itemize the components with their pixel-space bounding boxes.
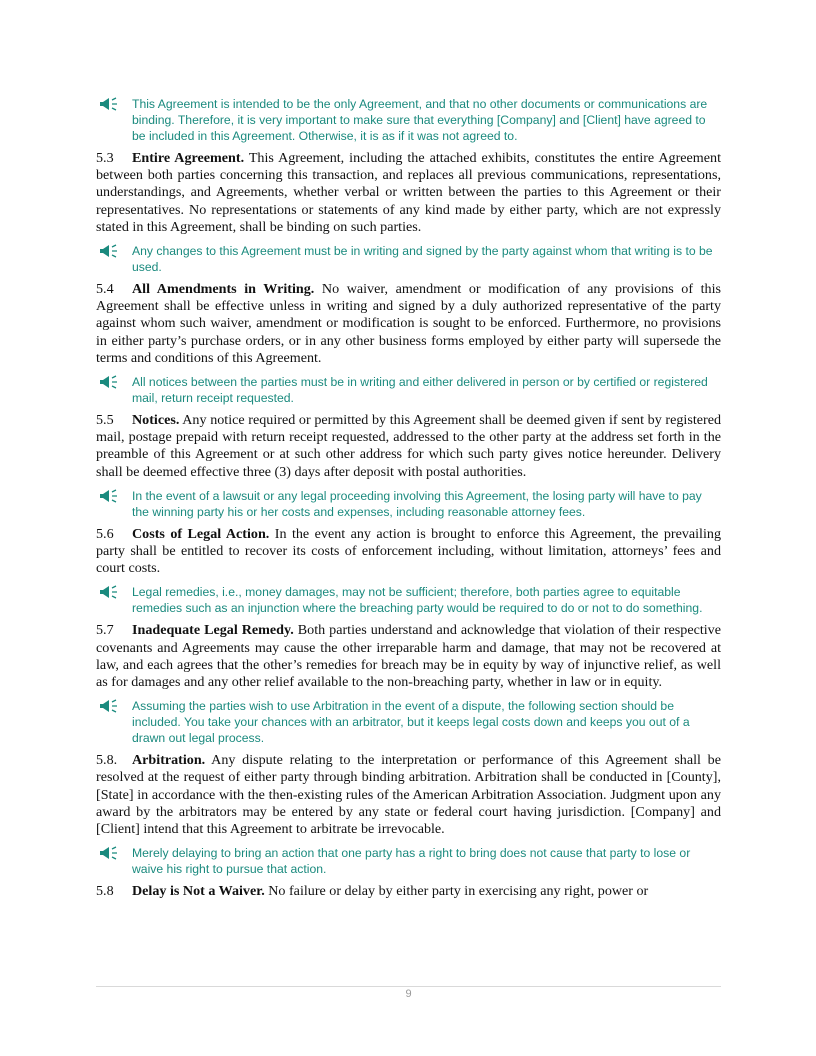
clause-5-4 [96, 281, 721, 367]
megaphone-icon [98, 97, 120, 111]
clause-number: 5.8 [96, 883, 114, 900]
clause-5-5 [96, 412, 721, 481]
clause-text: Any dispute relating to the interpretation or performance of this Agreement shall be resolved at the request of either party through binding arbitration. Arbitration shall be conducted in [County], [State] in accordance with the then-existing rules of the American Arbitration Association. Judgment upon any award by the arbitrators may be entered by any state or federal court having jurisdiction. [Company] and [Client] intend that this Agreement to arbitrate be irrevocable. [96, 752, 721, 838]
clause-5-8-arbitration [96, 752, 721, 838]
annotation-note [96, 96, 721, 144]
clause-heading: Delay is Not a Waiver. [132, 883, 265, 900]
clause-heading: Arbitration. [132, 752, 206, 769]
annotation-text: Any changes to this Agreement must be in writing and signed by the party against whom that writing is to be used. [132, 244, 713, 275]
clause-5-8-delay [96, 883, 721, 900]
annotation-note [96, 243, 721, 275]
clause-5-3 [96, 150, 721, 236]
annotation-text: Merely delaying to bring an action that one party has a right to bring does not cause that party to lose or waive his right to pursue that action. [132, 846, 691, 877]
clause-number: 5.8. [96, 752, 118, 769]
clause-number: 5.6 [96, 525, 114, 542]
clause-heading: Costs of Legal Action. [132, 525, 270, 542]
annotation-text: In the event of a lawsuit or any legal proceeding involving this Agreement, the losing party will have to pay the winning party his or her costs and expenses, including reasonable attorney fees. [132, 488, 702, 519]
clause-number: 5.7 [96, 622, 114, 639]
megaphone-icon [98, 846, 120, 860]
clause-heading: Entire Agreement. [132, 150, 245, 166]
clause-text: No failure or delay by either party in exercising any right, power or [264, 883, 649, 900]
annotation-text: Assuming the parties wish to use Arbitration in the event of a dispute, the following section should be included. You take your chances with an arbitrator, but it keeps legal costs down and keeps you out of a drawn out legal process. [132, 699, 690, 746]
clause-text: Any notice required or permitted by this Agreement shall be deemed given if sent by registered mail, postage prepaid with return receipt requested, addressed to the other party at the address set forth in the preamble of this Agreement or at such other address for which such party gives notice hereunder. Delivery shall be deemed effective three (3) days after deposit with postal authorities. [96, 412, 721, 480]
clause-5-6 [96, 526, 721, 578]
megaphone-icon [98, 699, 120, 713]
page-number: 9 [405, 988, 412, 1000]
annotation-note [96, 845, 721, 877]
clause-number: 5.3 [96, 150, 114, 166]
clause-number: 5.5 [96, 412, 114, 429]
megaphone-icon [98, 244, 120, 258]
annotation-note [96, 488, 721, 520]
clause-heading: Inadequate Legal Remedy. [132, 622, 294, 639]
annotation-text: All notices between the parties must be in writing and either delivered in person or by certified or registered mail, return receipt requested. [132, 375, 708, 406]
annotation-text: This Agreement is intended to be the only Agreement, and that no other documents or communications are binding. Therefore, it is very important to make sure that everything [Company] and [Client] have agreed to be included in this Agreement. Otherwise, it is as if it was not agreed to. [132, 97, 708, 143]
footer-divider [96, 986, 721, 987]
annotation-note [96, 374, 721, 406]
clause-text: Both parties understand and acknowledge that violation of their respective covenants and Agreements may cause the other irreparable harm and damage, that may not be recovered at law, and each agrees that the other’s remedies for breach may be in equity by way of injunctive relief, as well as for damages and any other relief available to the non-breaching party, whether in law or in equity. [96, 622, 721, 691]
clause-text: No waiver, amendment or modification of any provisions of this Agreement shall be effective unless in writing and signed by a duly authorized representative of the party against whom such waiver, amendment or modification is sought to be enforced. Furthermore, no provisions in either party’s purchase orders, or in any other business forms employed by either party will supersede the terms and conditions of this Agreement. [96, 281, 721, 366]
annotation-text: Legal remedies, i.e., money damages, may not be sufficient; therefore, both parties agree to equitable remedies such as an injunction where the breaching party would be required to do or not to do something. [132, 585, 703, 616]
annotation-note [96, 698, 721, 746]
clause-text: In the event any action is brought to enforce this Agreement, the prevailing party shall be entitled to recover its costs of enforcement including, without limitation, attorneys’ fees and court costs. [96, 525, 721, 577]
clause-number: 5.4 [96, 281, 114, 298]
annotation-note [96, 584, 721, 616]
clause-text: This Agreement, including the attached exhibits, constitutes the entire Agreement between both parties concerning this transaction, and replaces all previous communications, representations, understandings, and Agreements, whether verbal or written between the parties to this Agreement or their representatives. No representations or statements of any kind made by either party, which are not expressly stated in this Agreement, shall be binding on such parties. [96, 150, 721, 235]
megaphone-icon [98, 375, 120, 389]
megaphone-icon [98, 489, 120, 503]
clause-heading: All Amendments in Writing. [132, 281, 315, 298]
clause-5-7 [96, 622, 721, 691]
document-page [96, 96, 721, 907]
megaphone-icon [98, 585, 120, 599]
clause-heading: Notices. [132, 412, 180, 429]
